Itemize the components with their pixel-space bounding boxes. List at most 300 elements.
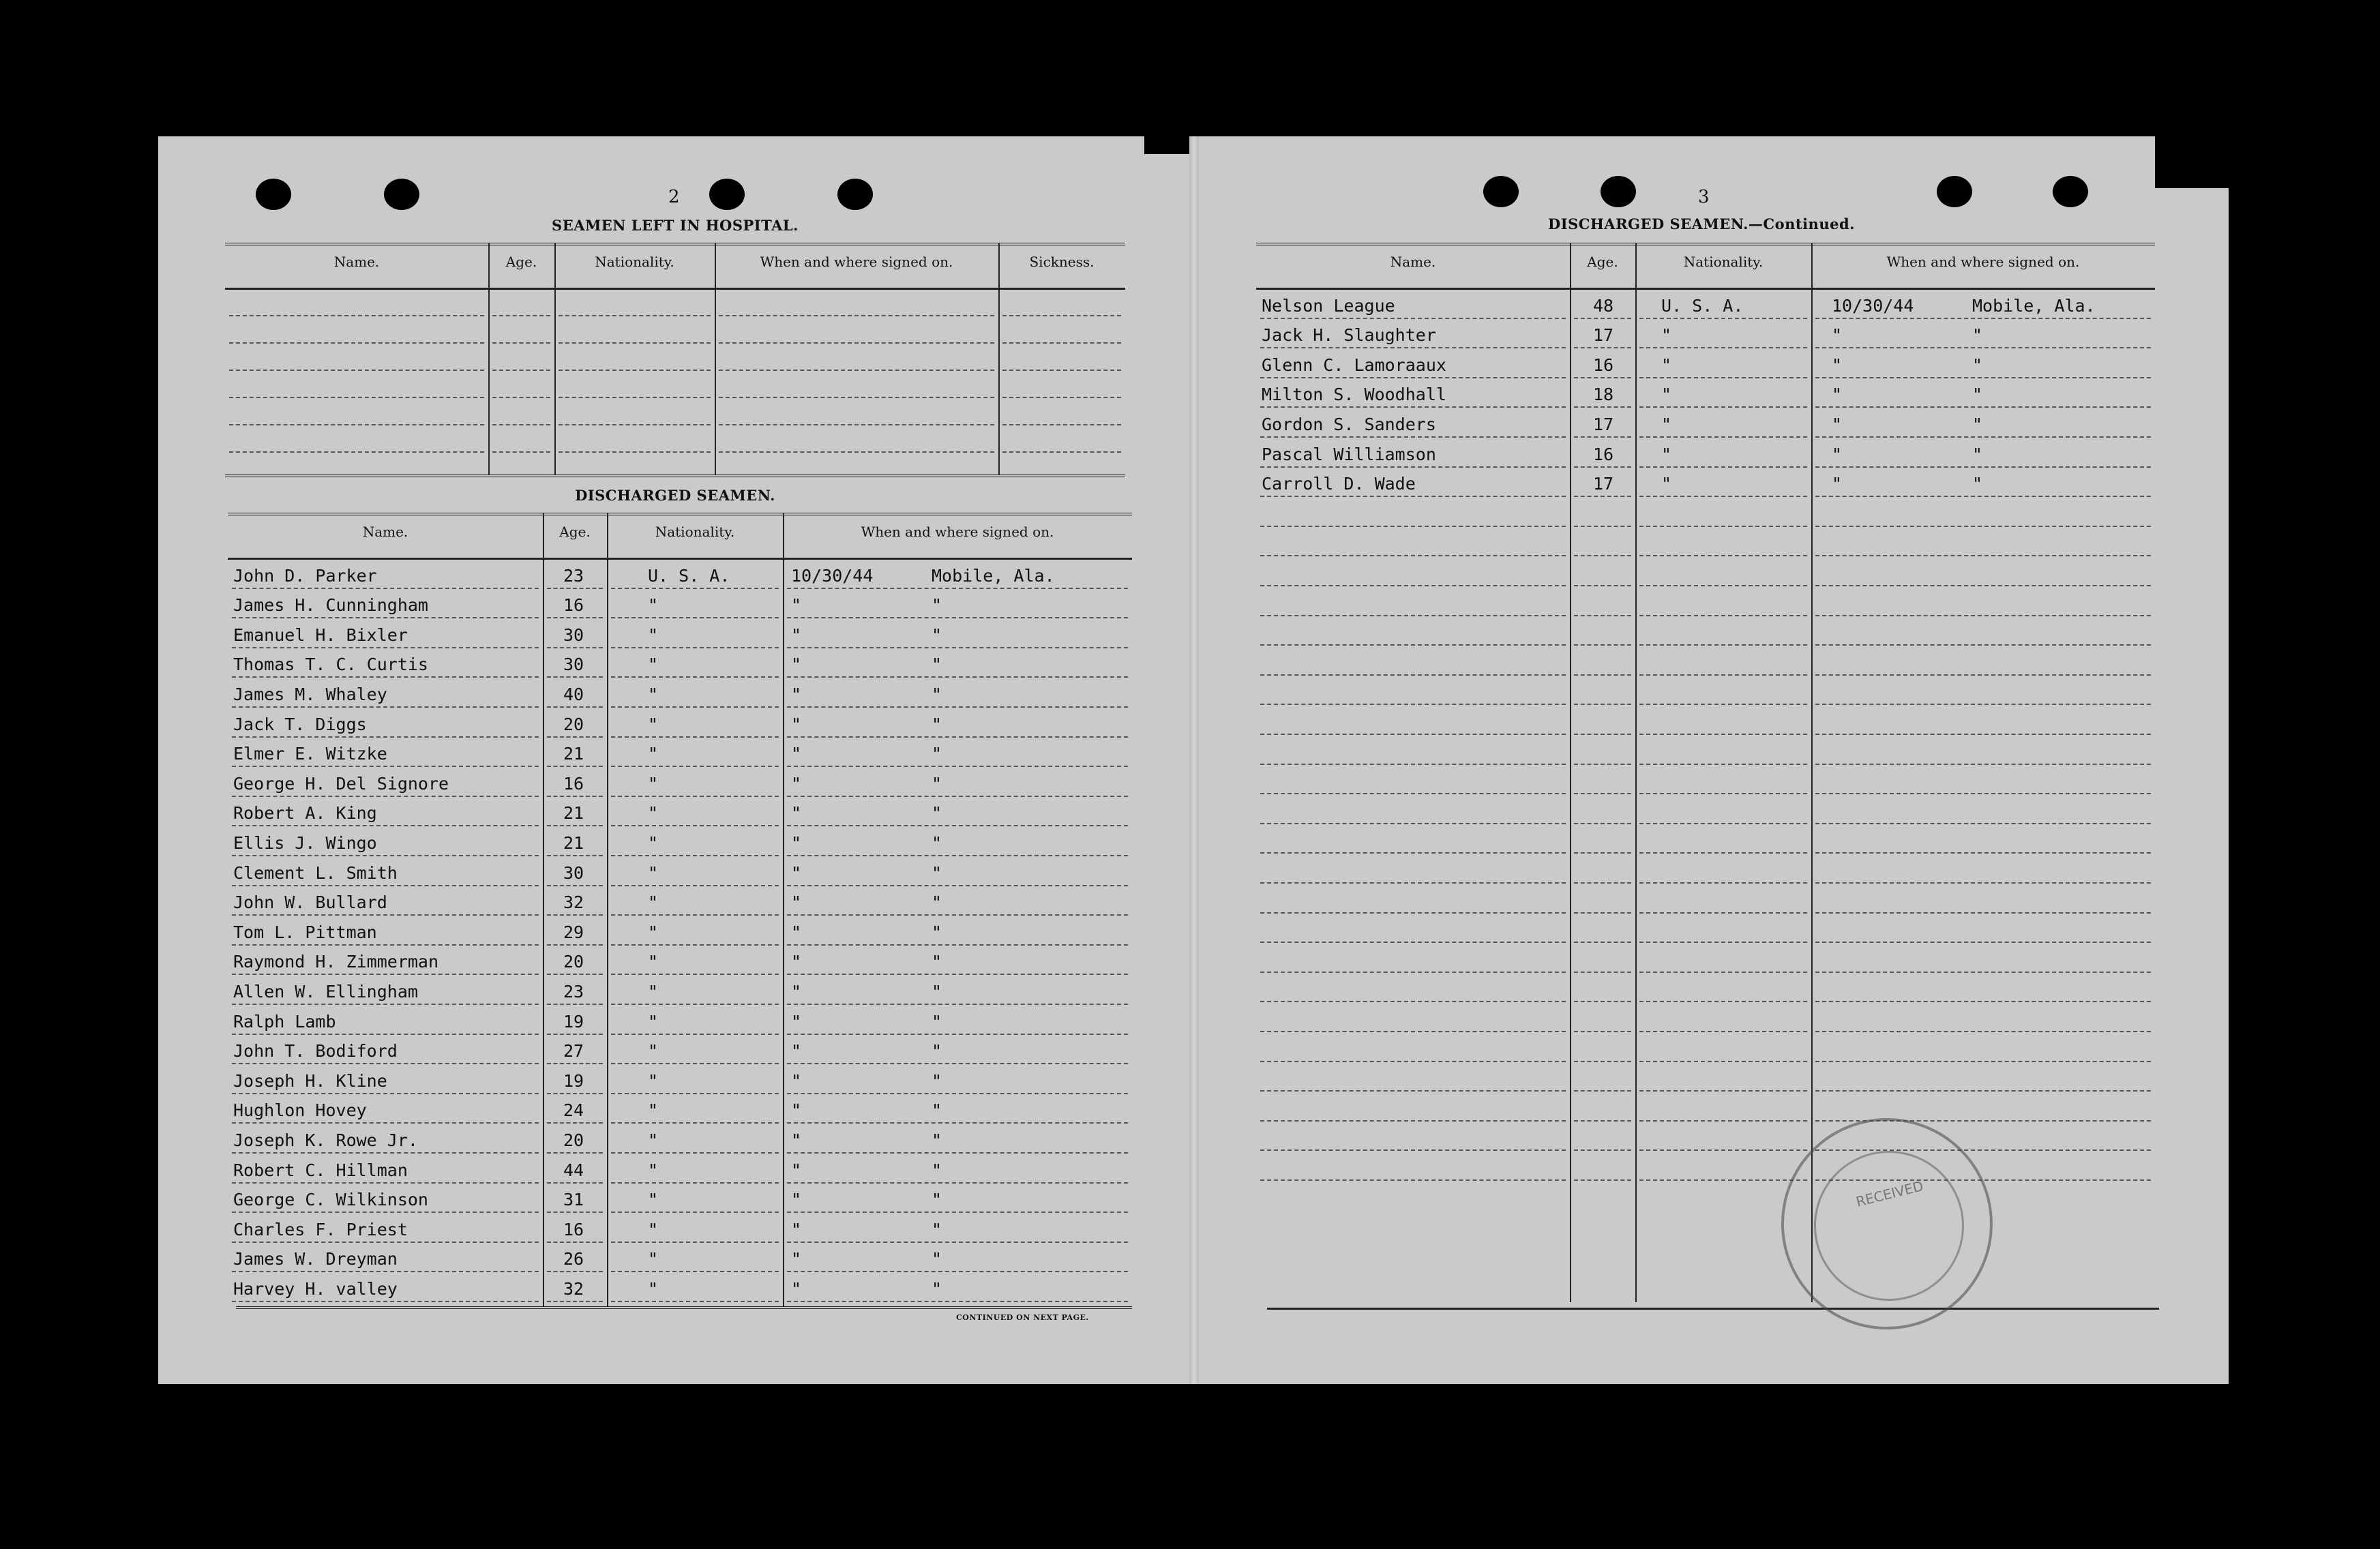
row-line [232, 1063, 539, 1064]
table-column-divider [1635, 243, 1637, 1302]
seaman-name: Jack T. Diggs [233, 714, 367, 734]
page-fold [1189, 136, 1199, 1384]
seaman-age: 16 [563, 595, 584, 616]
row-line [1260, 1031, 1566, 1032]
seaman-nationality: " [648, 833, 659, 853]
row-line [1639, 823, 1807, 824]
table-column-divider [783, 513, 784, 1306]
row-line [1639, 852, 1807, 854]
row-line [232, 706, 539, 708]
row-line [1260, 912, 1566, 914]
seaman-nationality: " [648, 892, 659, 913]
seaman-age: 16 [563, 773, 584, 794]
row-line [1260, 526, 1566, 527]
seaman-name: Milton S. Woodhall [1262, 385, 1446, 405]
row-line [229, 342, 484, 344]
row-line [1639, 1001, 1807, 1002]
row-line [1574, 585, 1631, 586]
seaman-nationality: " [648, 1249, 659, 1269]
row-line [1574, 882, 1631, 884]
row-line [611, 825, 779, 826]
signed-on-date: " [791, 892, 802, 913]
seaman-age: 40 [563, 685, 584, 704]
row-line [1574, 1031, 1631, 1032]
row-line [232, 736, 539, 738]
row-line [1574, 318, 1631, 319]
row-line [547, 796, 603, 797]
row-line [1574, 734, 1631, 735]
row-line [1815, 615, 2151, 616]
table-top-rule [225, 243, 1125, 245]
row-line [1260, 972, 1566, 973]
page-number: 2 [668, 187, 680, 207]
row-line [232, 1034, 539, 1035]
row-line [787, 914, 1128, 916]
row-line [611, 676, 779, 678]
signed-on-date: 10/30/44 [1832, 295, 1914, 316]
row-line [547, 617, 603, 618]
column-header: Name. [1390, 254, 1436, 270]
row-line [1574, 852, 1631, 854]
seaman-nationality: " [648, 1279, 659, 1299]
row-line [611, 647, 779, 648]
seaman-nationality: " [1661, 385, 1672, 405]
row-line [1574, 912, 1631, 914]
row-line [1260, 1149, 1566, 1151]
seaman-name: Pascal Williamson [1262, 444, 1436, 464]
discharged-continued-title: DISCHARGED SEAMEN.—Continued. [1548, 215, 1855, 232]
row-line [787, 1093, 1128, 1094]
row-line [611, 1182, 779, 1184]
row-line [1574, 406, 1631, 408]
signed-on-place: " [932, 922, 942, 942]
row-line [611, 974, 779, 975]
seaman-nationality: " [648, 1070, 659, 1091]
row-line [559, 342, 711, 344]
column-header: Nationality. [1683, 254, 1764, 270]
row-line [232, 617, 539, 618]
seaman-name: Joseph H. Kline [233, 1070, 387, 1091]
row-line [1815, 377, 2151, 378]
seaman-name: Raymond H. Zimmerman [233, 952, 439, 972]
row-line [547, 706, 603, 708]
row-line [1260, 1061, 1566, 1062]
column-header: Sickness. [1029, 254, 1095, 270]
row-line [1639, 793, 1807, 794]
row-line [1574, 466, 1631, 468]
binder-hole [709, 179, 745, 210]
column-header: Name. [333, 254, 380, 270]
row-line [1639, 1149, 1807, 1151]
seaman-name: Emanuel H. Bixler [233, 625, 408, 645]
seaman-age: 20 [563, 1130, 584, 1150]
row-line [787, 766, 1128, 767]
row-line [1639, 1179, 1807, 1181]
row-line [611, 766, 779, 767]
row-line [232, 1182, 539, 1184]
row-line [232, 1242, 539, 1243]
row-line [787, 1271, 1128, 1272]
signed-on-date: " [791, 803, 802, 824]
signed-on-date: " [791, 655, 802, 675]
seaman-name: Carroll D. Wade [1262, 474, 1416, 494]
seaman-name: James H. Cunningham [233, 595, 428, 616]
row-line [547, 944, 603, 946]
table-column-divider [488, 243, 490, 475]
row-line [232, 1271, 539, 1272]
table-column-divider [715, 243, 716, 475]
row-line [787, 796, 1128, 797]
row-line [1574, 615, 1631, 616]
seaman-age: 16 [1593, 444, 1614, 464]
table-top-rule [228, 513, 1132, 515]
row-line [547, 885, 603, 886]
row-line [559, 397, 711, 398]
row-line [1574, 1061, 1631, 1062]
seaman-age: 31 [563, 1190, 584, 1210]
row-line [787, 825, 1128, 826]
binder-hole [2053, 176, 2088, 207]
binder-hole [1937, 176, 1972, 207]
seaman-nationality: " [648, 714, 659, 734]
row-line [1639, 347, 1807, 348]
row-line [1639, 377, 1807, 378]
hospital-bottom-rule [225, 475, 1125, 477]
row-line [1574, 942, 1631, 943]
seaman-nationality: " [1661, 474, 1672, 494]
seaman-name: George H. Del Signore [233, 773, 449, 794]
row-line [611, 1004, 779, 1005]
row-line [559, 451, 711, 453]
table-top-rule [1256, 243, 2155, 245]
row-line [611, 1152, 779, 1154]
column-header: Nationality. [595, 254, 674, 270]
seaman-name: Elmer E. Witzke [233, 744, 387, 764]
row-line [611, 944, 779, 946]
signed-on-date: " [791, 952, 802, 972]
seaman-name: Clement L. Smith [233, 862, 398, 883]
seaman-nationality: " [1661, 444, 1672, 464]
row-line [611, 885, 779, 886]
row-line [1639, 972, 1807, 973]
row-line [1574, 764, 1631, 765]
row-line [1574, 704, 1631, 705]
signed-on-date: " [791, 922, 802, 942]
row-line [611, 588, 779, 589]
signed-on-place: " [932, 685, 942, 704]
signed-on-place: " [1972, 415, 1983, 434]
row-line [232, 944, 539, 946]
seaman-name: James W. Dreyman [233, 1249, 398, 1269]
row-line [787, 1182, 1128, 1184]
signed-on-date: " [791, 833, 802, 853]
row-line [787, 885, 1128, 886]
signed-on-place: " [932, 625, 942, 645]
seaman-age: 24 [563, 1100, 584, 1121]
column-header: Age. [505, 254, 537, 270]
signed-on-date: " [791, 1249, 802, 1269]
row-line [232, 676, 539, 678]
row-line [787, 1301, 1128, 1302]
row-line [232, 1152, 539, 1154]
seaman-nationality: " [648, 1219, 659, 1239]
signed-on-place: " [932, 714, 942, 734]
seaman-nationality: " [648, 1130, 659, 1150]
torn-corner [2155, 134, 2229, 188]
seaman-age: 21 [563, 744, 584, 764]
seaman-nationality: " [648, 803, 659, 824]
row-line [1260, 615, 1566, 616]
row-line [1574, 526, 1631, 527]
row-line [1815, 972, 2151, 973]
row-line [787, 974, 1128, 975]
row-line [1815, 882, 2151, 884]
seaman-age: 29 [563, 922, 584, 942]
signed-on-date: " [791, 1160, 802, 1180]
row-line [492, 315, 550, 316]
table-header-rule [228, 558, 1132, 560]
row-line [1639, 318, 1807, 319]
row-line [611, 1212, 779, 1213]
binder-hole [1483, 176, 1519, 207]
row-line [1574, 823, 1631, 824]
row-line [547, 974, 603, 975]
signed-on-place: " [932, 862, 942, 883]
row-line [1574, 377, 1631, 378]
row-line [559, 370, 711, 371]
row-line [787, 1152, 1128, 1154]
row-line [1574, 496, 1631, 497]
row-line [1639, 406, 1807, 408]
seaman-nationality: " [648, 982, 659, 1002]
row-line [547, 1212, 603, 1213]
row-line [1815, 555, 2151, 556]
row-line [1639, 912, 1807, 914]
seaman-name: Ralph Lamb [233, 1011, 336, 1032]
row-line [1815, 674, 2151, 676]
seaman-age: 20 [563, 714, 584, 734]
row-line [1002, 370, 1121, 371]
row-line [1815, 734, 2151, 735]
row-line [1815, 942, 2151, 943]
binder-hole [837, 179, 873, 210]
row-line [547, 1034, 603, 1035]
seaman-name: Glenn C. Lamoraaux [1262, 355, 1446, 375]
row-line [611, 855, 779, 856]
row-line [1260, 347, 1566, 348]
hospital-title: SEAMEN LEFT IN HOSPITAL. [552, 217, 799, 234]
row-line [1815, 823, 2151, 824]
row-line [1002, 397, 1121, 398]
row-line [1639, 764, 1807, 765]
seaman-nationality: " [648, 1160, 659, 1180]
seaman-age: 17 [1593, 325, 1614, 346]
row-line [1815, 1061, 2151, 1062]
signed-on-date: " [791, 595, 802, 616]
signed-on-date: " [1832, 325, 1843, 346]
right-bottom-rule [1267, 1308, 2159, 1310]
row-line [1639, 882, 1807, 884]
signed-on-date: 10/30/44 [791, 565, 874, 586]
row-line [547, 1093, 603, 1094]
signed-on-place: " [932, 1130, 942, 1150]
row-line [1815, 585, 2151, 586]
discharged-title: DISCHARGED SEAMEN. [575, 487, 775, 504]
signed-on-place: " [1972, 355, 1983, 375]
row-line [1260, 644, 1566, 646]
row-line [787, 1063, 1128, 1064]
row-line [787, 1242, 1128, 1243]
row-line [492, 424, 550, 425]
seaman-name: Robert A. King [233, 803, 377, 824]
row-line [611, 617, 779, 618]
row-line [229, 424, 484, 425]
row-line [787, 676, 1128, 678]
row-line [1260, 793, 1566, 794]
row-line [1815, 466, 2151, 468]
signed-on-place: " [932, 833, 942, 853]
row-line [787, 855, 1128, 856]
page-number: 3 [1698, 187, 1710, 207]
signed-on-place: " [932, 803, 942, 824]
row-line [611, 736, 779, 738]
signed-on-date: " [791, 1190, 802, 1210]
row-line [611, 1093, 779, 1094]
seaman-name: John W. Bullard [233, 892, 387, 913]
signed-on-place: " [932, 1279, 942, 1299]
row-line [492, 342, 550, 344]
row-line [232, 1004, 539, 1005]
seaman-name: Hughlon Hovey [233, 1100, 367, 1121]
column-header: Age. [559, 524, 591, 540]
row-line [1639, 585, 1807, 586]
table-column-divider [554, 243, 556, 475]
table-column-divider [998, 243, 1000, 475]
seaman-nationality: " [648, 655, 659, 675]
row-line [559, 315, 711, 316]
row-line [1260, 585, 1566, 586]
seaman-age: 32 [563, 1279, 584, 1299]
row-line [611, 1034, 779, 1035]
row-line [719, 370, 994, 371]
seaman-nationality: " [648, 1011, 659, 1032]
row-line [611, 1271, 779, 1272]
row-line [611, 706, 779, 708]
row-line [611, 1063, 779, 1064]
signed-on-place: " [932, 1011, 942, 1032]
row-line [1815, 526, 2151, 527]
seaman-age: 17 [1593, 415, 1614, 434]
row-line [1815, 704, 2151, 705]
signed-on-date: " [791, 862, 802, 883]
row-line [787, 617, 1128, 618]
seaman-nationality: " [648, 1190, 659, 1210]
seaman-name: George C. Wilkinson [233, 1190, 428, 1210]
row-line [1260, 764, 1566, 765]
row-line [1260, 1179, 1566, 1181]
discharged-bottom-rule [236, 1306, 1132, 1309]
row-line [1260, 852, 1566, 854]
row-line [232, 914, 539, 916]
row-line [1574, 347, 1631, 348]
signed-on-place: Mobile, Ala. [932, 565, 1055, 586]
row-line [547, 766, 603, 767]
row-line [611, 796, 779, 797]
binding-tab [1144, 134, 1189, 154]
row-line [232, 1093, 539, 1094]
column-header: When and where signed on. [760, 254, 953, 270]
row-line [229, 451, 484, 453]
row-line [547, 736, 603, 738]
row-line [492, 451, 550, 453]
signed-on-date: " [791, 625, 802, 645]
seaman-nationality: " [648, 685, 659, 704]
row-line [1002, 451, 1121, 453]
row-line [719, 451, 994, 453]
seaman-age: 21 [563, 833, 584, 853]
signed-on-place: " [932, 982, 942, 1002]
row-line [547, 1301, 603, 1302]
row-line [1574, 793, 1631, 794]
row-line [1260, 406, 1566, 408]
seaman-age: 30 [563, 625, 584, 645]
seaman-name: Nelson League [1262, 295, 1395, 316]
signed-on-date: " [1832, 385, 1843, 405]
row-line [232, 796, 539, 797]
seaman-name: Charles F. Priest [233, 1219, 408, 1239]
signed-on-place: " [932, 773, 942, 794]
row-line [1639, 704, 1807, 705]
seaman-age: 32 [563, 892, 584, 913]
column-header: When and where signed on. [861, 524, 1054, 540]
signed-on-place: " [932, 1219, 942, 1239]
row-line [229, 315, 484, 316]
signed-on-date: " [1832, 355, 1843, 375]
seaman-nationality: " [1661, 355, 1672, 375]
seaman-age: 18 [1593, 385, 1614, 405]
row-line [1639, 1031, 1807, 1032]
signed-on-date: " [1832, 415, 1843, 434]
seaman-age: 44 [563, 1160, 584, 1180]
seaman-nationality: " [1661, 325, 1672, 346]
row-line [787, 647, 1128, 648]
column-header: Name. [362, 524, 408, 540]
seaman-nationality: " [648, 773, 659, 794]
row-line [1574, 1090, 1631, 1092]
row-line [1639, 734, 1807, 735]
table-column-divider [1811, 243, 1813, 1302]
seaman-name: Joseph K. Rowe Jr. [233, 1130, 418, 1150]
seaman-age: 20 [563, 952, 584, 972]
row-line [547, 588, 603, 589]
row-line [547, 914, 603, 916]
row-line [1815, 764, 2151, 765]
row-line [232, 766, 539, 767]
row-line [547, 1152, 603, 1154]
signed-on-place: " [932, 1100, 942, 1121]
row-line [1639, 644, 1807, 646]
seaman-name: James M. Whaley [233, 685, 387, 704]
signed-on-place: " [932, 744, 942, 764]
row-line [232, 825, 539, 826]
row-line [1815, 1090, 2151, 1092]
row-line [547, 1242, 603, 1243]
seaman-name: Gordon S. Sanders [1262, 415, 1436, 434]
row-line [611, 914, 779, 916]
seaman-age: 30 [563, 862, 584, 883]
signed-on-place: " [1972, 325, 1983, 346]
continued-note: CONTINUED ON NEXT PAGE. [956, 1313, 1089, 1322]
